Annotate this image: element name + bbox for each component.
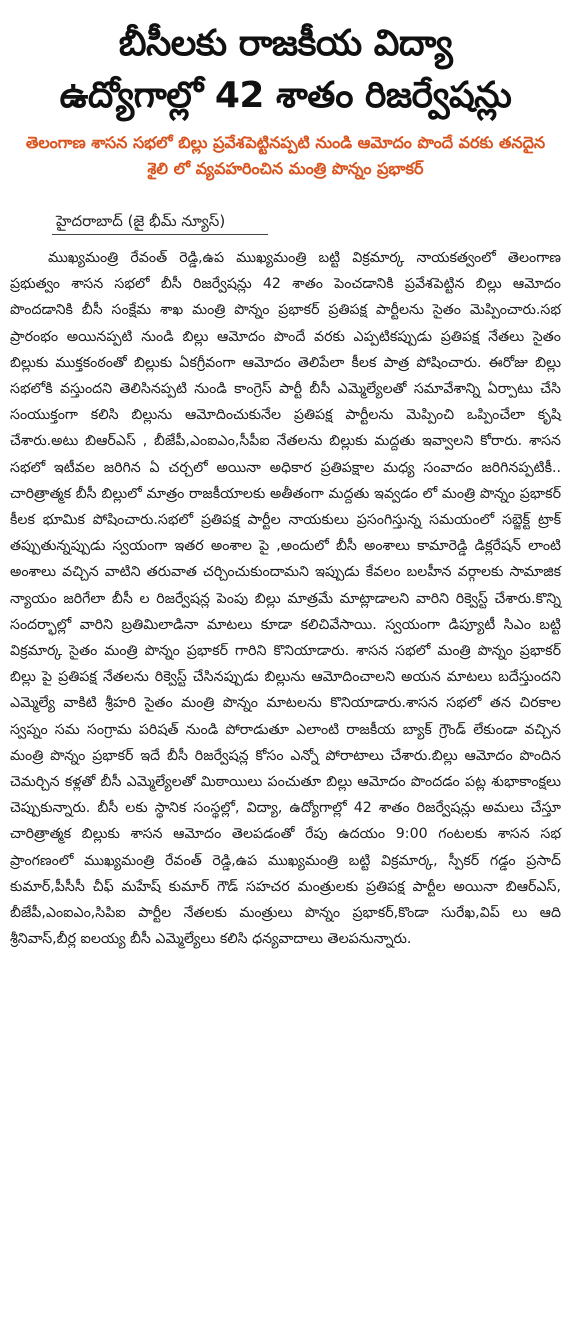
headline xyxy=(0,0,571,122)
article-body: ముఖ్యమంత్రి రేవంత్ రెడ్డి,ఉప ముఖ్యమంత్రి బట్టి విక్రమార్క నాయకత్వంలో తెలంగాణ ప్రభుత్వం శాసన సభలో బీసీ రిజర్వేషన్లు 42 శాతం పెంచడానికి ప్రవేశపెట్టిన బిల్లు ఆమోదం పొందడానికి బీసీ సంక్షేమ శాఖ మంత్రి పొన్నం ప్రభాకర్ ప్రతిపక్ష పార్టీలను సైతం మెప్పించారు.సభ ప్రారంభం అయినప్పటి నుండి బిల్లు ఆమోదం పొందే వరకు ఎప్పటికప్పుడు ప్రతిపక్ష నేతలు సైతం బిల్లుకు ముక్తకంఠంతో బిల్లుకు ఏకగ్రీవంగా ఆమోదం తెలిపేలా కీలక పాత్ర పోషించారు. ఈరోజు బిల్లు సభలోకి వస్తుందని తెలిసినప్పటి నుండి కాంగ్రెస్ పార్టీ బీసీ ఎమ్మెల్యేలతో సమావేశాన్ని ఏర్పాటు చేసి సంయుక్తంగా కలిసి బిల్లును ఆమోదించుకునేల ప్రతిపక్ష పార్టీలను మెప్పించి ఒప్పించేలా కృషి చేశారు.అటు బిఆర్ఎస్ , బీజేపీ,ఎంఐఎం,సీపీఐ నేతలను బిల్లుకు మద్దతు ఇవ్వాలని కోరారు. శాసన సభలో ఇటీవల జరిగిన ఏ చర్చలో అయినా అధికార ప్రతిపక్షాల మధ్య సంవాదం జరిగినప్పటికీ.. చారిత్రాత్మక బీసీ బిల్లులో మాత్రం రాజకీయాలకు అతీతంగా మద్దతు ఇవ్వడం లో మంత్రి పొన్నం ప్రభాకర్ కీలక భూమిక పోషించారు.సభలో ప్రతిపక్ష పార్టీల నాయకులు ప్రసంగిస్తున్న సమయంలో సబ్జెక్ట్ ట్రాక్ తప్పుతున్నప్పుడు స్వయంగా ఇతర అంశాల పై ,అందులో బీసీ అంశాలు కామారెడ్డి డిక్లరేషన్ లాంటి అంశాలు వచ్చిన వాటిని తరువాత చర్చించుకుందామని ఇప్పుడు కేవలం బలహీన వర్గాలకు సామాజిక న్యాయం జరిగేలా బీసీ ల రిజర్వేషన్ల పెంపు బిల్లు మాత్రమే మాట్లాడాలని వారిని రిక్వెస్ట్ చేశారు.కొన్ని సందర్భాల్లో వారిని బ్రతిమిలాడినా మాటలు కూడా కలిచివేసాయి. స్వయంగా డిప్యూటీ సిఎం బట్టి విక్రమార్క సైతం మంత్రి పొన్నం ప్రభాకర్ గారిని కొనియాడారు. శాసన సభలో మంత్రి పొన్నం ప్రభాకర్ బిల్లు పై ప్రతిపక్ష నేతలను రిక్వెస్ట్ చేసినప్పుడు బిల్లును ఆమోదించాలని అయన మాటలు బదేస్తుందని ఎమ్మెల్యే వాకిటి శ్రీహరి సైతం మంత్రి పొన్నం మాటలను కొనియాడారు.శాసన సభలో తన చిరకాల స్వప్నం సమ సంగ్రామ పరిషత్ నుండి పోరాడుతూ ఎలాంటి రాజకీయ బ్యాక్ గ్రౌండ్ లేకుండా వచ్చిన మంత్రి పొన్నం ప్రభాకర్ ఇదే బీసీ రిజర్వేషన్ల కోసం ఎన్నో పోరాటాలు చేశారు.బిల్లు ఆమోదం పొందిన చెమర్చిన కళ్లతో బీసీ ఎమ్మెల్యేలతో మిఠాయిలు పంచుతూ బిల్లు ఆమోదం పొందడం పట్ల శుభాకాంక్షలు చెప్పుకున్నారు. బీసీ లకు స్థానిక సంస్థల్లో, విద్యా, ఉద్యోగాల్లో 42 శాతం రిజర్వేషన్లు అమలు చేస్తూ చారిత్రాత్మక బిల్లుకు శాసన ఆమోదం తెలపడంతో రేపు ఉదయం 9:00 గంటలకు శాసన సభ ప్రాంగణంలో ముఖ్యమంత్రి రేవంత్ రెడ్డి,ఉప ముఖ్యమంత్రి బట్టి విక్రమార్క, స్పీకర్ గడ్డం ప్రసాద్ కుమార్,పీసీసీ చీఫ్ మహేష్ కుమార్ గౌడ్ సహచర మంత్రులకు ప్రతిపక్ష పార్టీల అయినా బిఆర్ఎస్, బీజేపీ,ఎంఐఎం,సిపిఐ పార్టీల నేతలకు మంత్రులు పొన్నం ప్రభాకర్,కొండా సురేఖ,విప్ లు ఆది శ్రీనివాస్,బీర్ల ఐలయ్య బీసీ ఎమ్మెల్యేలు కలిసి ధన్యవాదాలు తెలపనున్నారు. xyxy=(10,250,561,948)
subheading: తెలంగాణ శాసన సభలో బిల్లు ప్రవేశపెట్టినప్పటి నుండి ఆమోదం పొందే వరకు తనదైన శైలి లో వ్యవహరించిన మంత్రి పొన్నం ప్రభాకర్ xyxy=(25,133,546,178)
headline-line-1: బీసీలకు రాజకీయ విద్యా xyxy=(118,23,453,64)
dateline-underline xyxy=(52,234,268,235)
headline-line-2: ఉద్యోగాల్లో 42 శాతం రిజర్వేషన్లు xyxy=(59,75,512,116)
dateline: హైదరాబాద్ (జై భీమ్ న్యూస్) xyxy=(56,212,226,230)
